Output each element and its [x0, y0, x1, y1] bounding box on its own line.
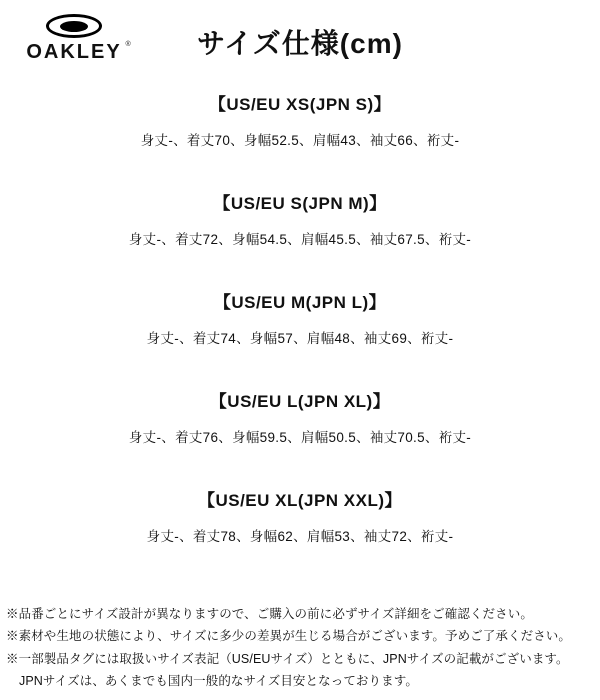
size-label: 【US/EU L(JPN XL)】 [209, 392, 391, 411]
size-list [0, 90, 600, 545]
size-measurements: 身丈-、着丈76、身幅59.5、肩幅50.5、袖丈70.5、裄丈- [128, 430, 472, 445]
size-block [0, 189, 600, 248]
size-block [0, 387, 600, 446]
size-measurements: 身丈-、着丈74、身幅57、肩幅48、袖丈69、裄丈- [146, 331, 454, 346]
size-measurements: 身丈-、着丈70、身幅52.5、肩幅43、袖丈66、裄丈- [140, 133, 460, 148]
note-item: ※品番ごとにサイズ設計が異なりますので、ご購入の前に必ずサイズ詳細をご確認ください。 [6, 607, 533, 621]
size-block [0, 486, 600, 545]
page-header [0, 0, 600, 78]
size-measurements: 身丈-、着丈72、身幅54.5、肩幅45.5、袖丈67.5、裄丈- [128, 232, 472, 247]
size-label: 【US/EU XL(JPN XXL)】 [197, 491, 403, 510]
page-title: サイズ仕様(cm) [197, 28, 403, 59]
size-label: 【US/EU M(JPN L)】 [213, 293, 387, 312]
size-measurements: 身丈-、着丈78、身幅62、肩幅53、袖丈72、裄丈- [146, 529, 454, 544]
note-item: ※素材や生地の状態により、サイズに多少の差異が生じる場合がございます。予めご了承ください。 [6, 629, 572, 644]
registered-mark: ® [125, 41, 131, 48]
note-item: ※一部製品タグには取扱いサイズ表記（US/EUサイズ）とともに、JPNサイズの記載がございます。 [6, 651, 569, 666]
size-label: 【US/EU XS(JPN S)】 [208, 95, 392, 114]
size-block [0, 288, 600, 347]
notes-section [0, 603, 600, 692]
size-block [0, 90, 600, 149]
size-label: 【US/EU S(JPN M)】 [213, 194, 387, 213]
brand-wordmark-text: OAKLEY [26, 41, 122, 63]
note-item: JPNサイズは、あくまでも国内一般的なサイズ目安となっております。 [19, 673, 418, 688]
